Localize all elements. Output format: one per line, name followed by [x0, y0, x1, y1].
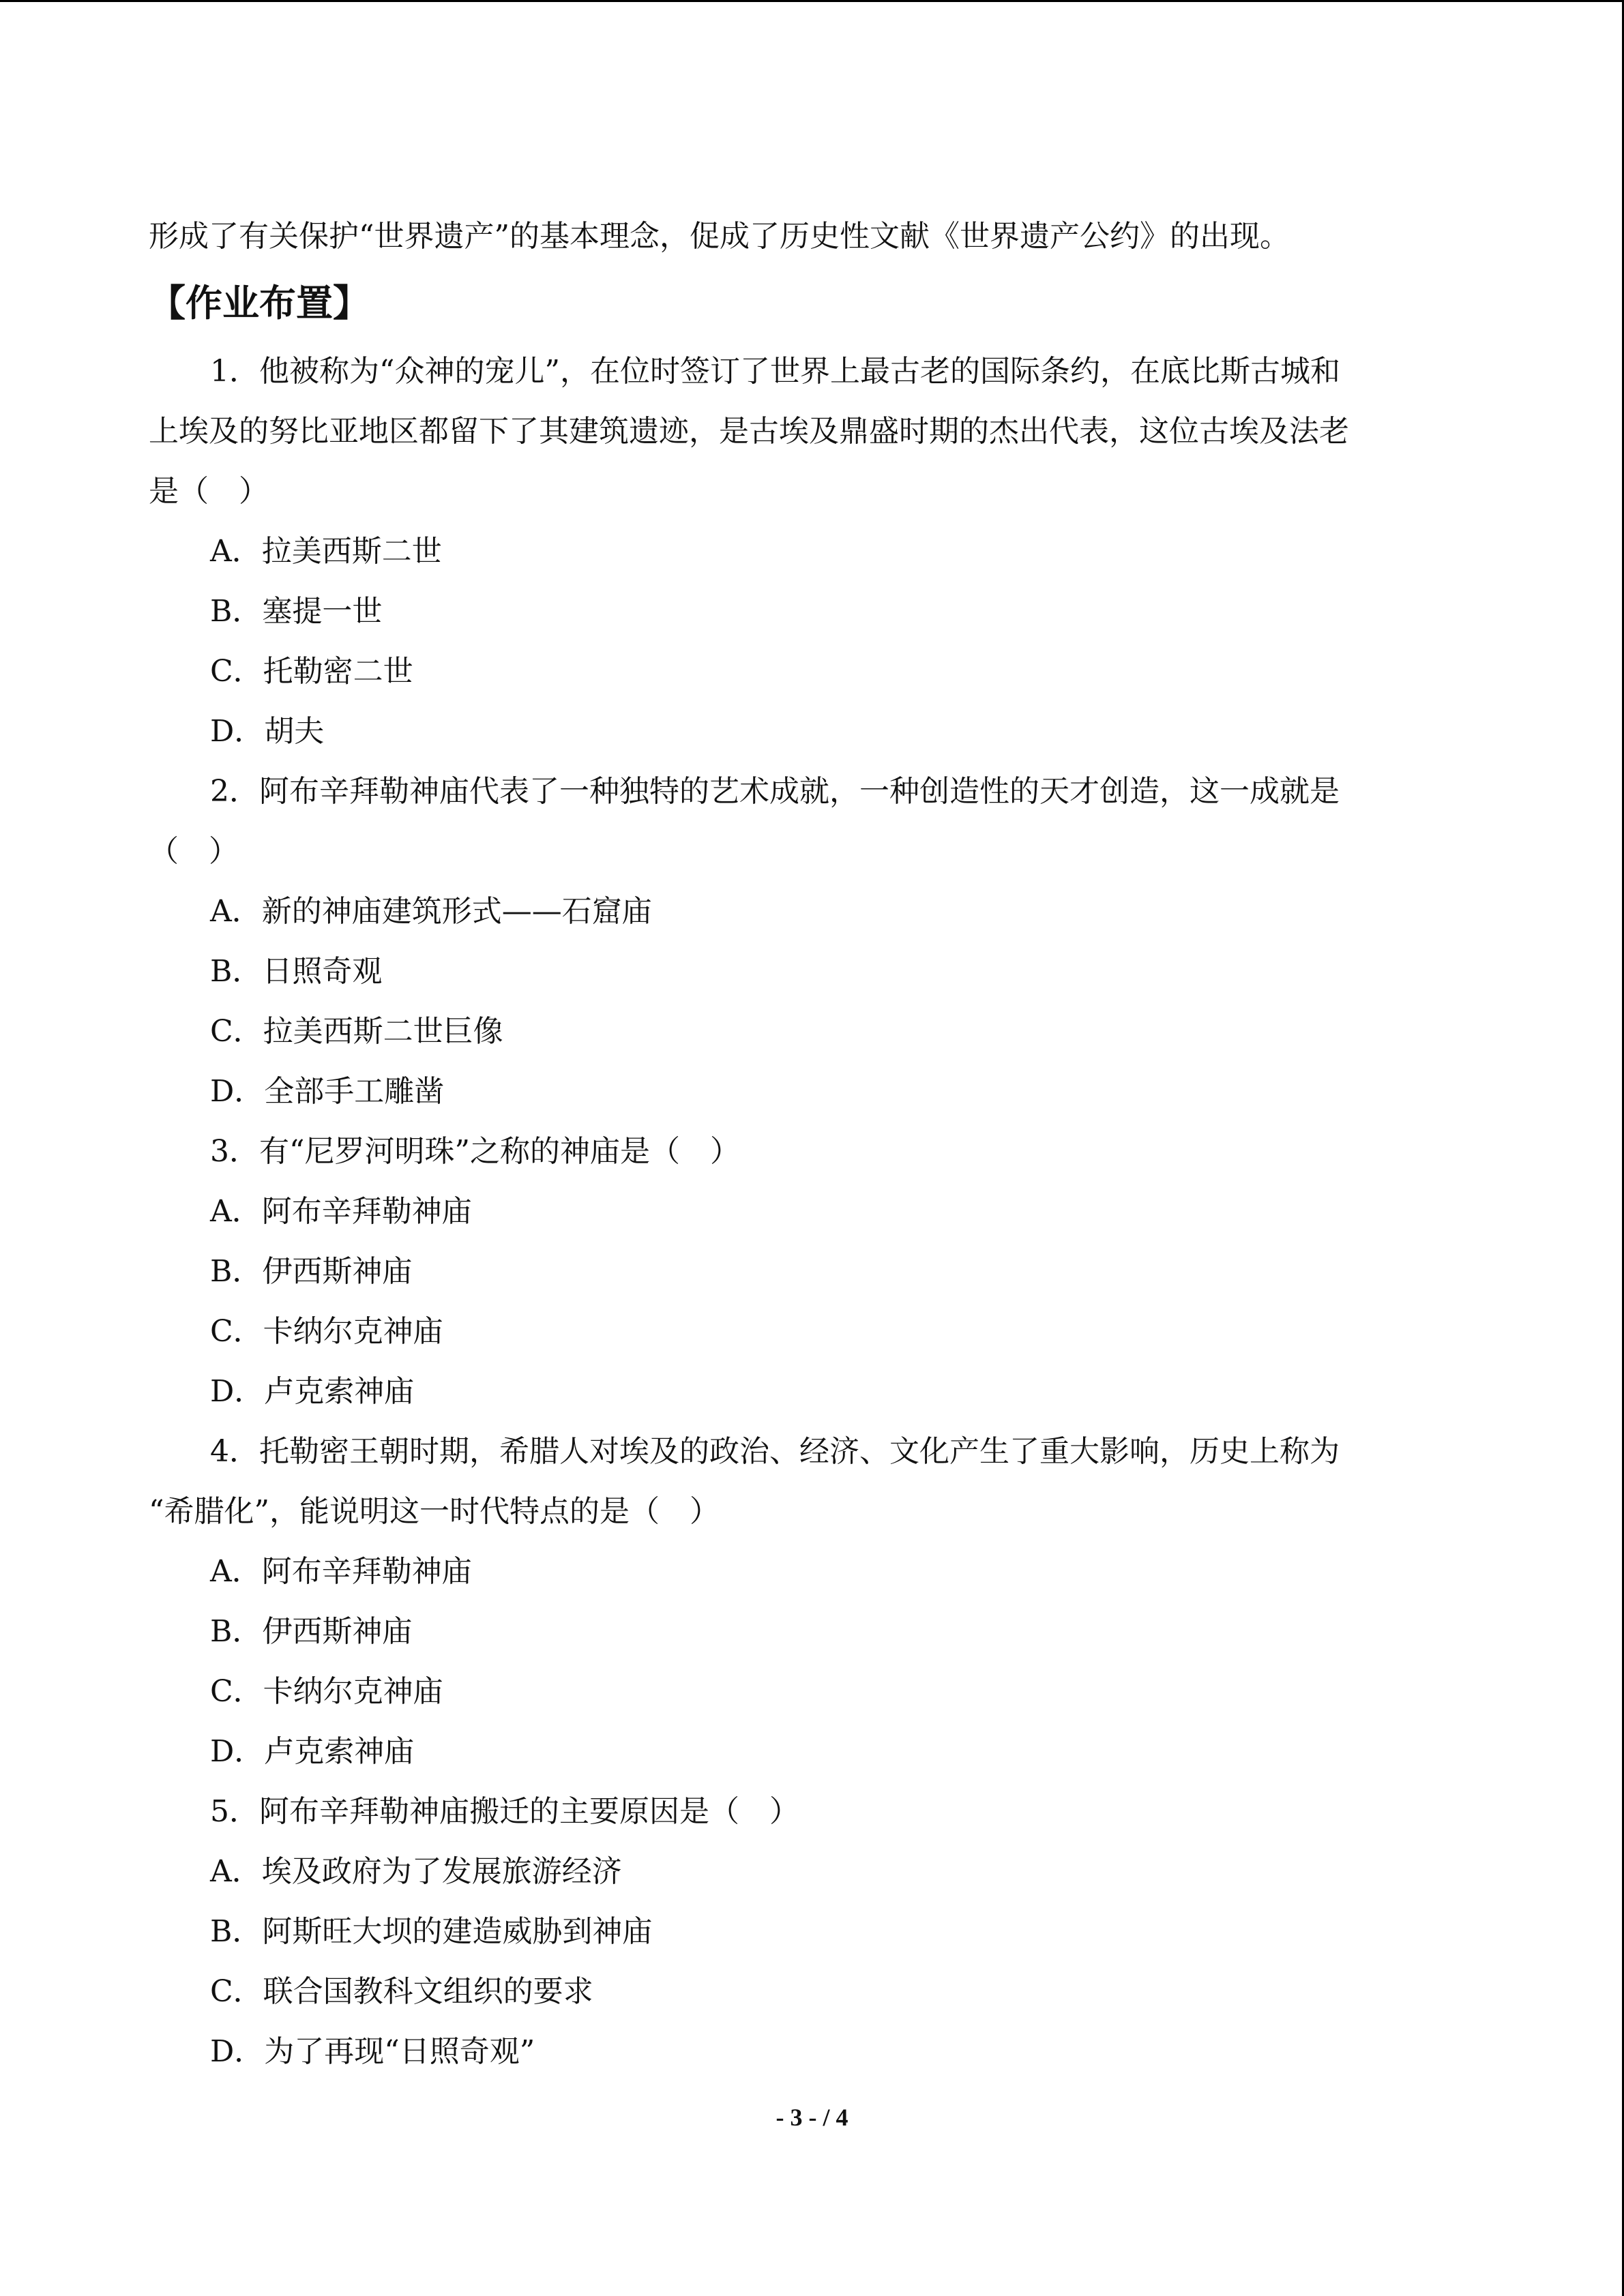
question-4 [149, 1422, 1458, 1782]
option-b: B．伊西斯神庙 [210, 1614, 413, 1649]
option-b: B．阿斯旺大坝的建造威胁到神庙 [210, 1914, 653, 1949]
option-a: A．拉美西斯二世 [210, 534, 442, 569]
option-d: D．全部手工雕凿 [210, 1074, 445, 1109]
option-b: B．塞提一世 [210, 594, 383, 629]
option-c: C．卡纳尔克神庙 [210, 1674, 443, 1709]
intro-paragraph: 形成了有关保护“世界遗产”的基本理念，促成了历史性文献《世界遗产公约》的出现。 [149, 219, 1290, 254]
option-d: D．为了再现“日照奇观” [210, 2034, 535, 2069]
question-stem-continued: （ ） [149, 834, 239, 869]
option-a: A．阿布辛拜勒神庙 [210, 1554, 472, 1589]
option-a: A．阿布辛拜勒神庙 [210, 1194, 472, 1229]
question-stem-continued: “希腊化”，能说明这一时代特点的是（ ） [149, 1494, 720, 1529]
option-d: D．卢克索神庙 [210, 1734, 415, 1769]
question-stem: 4．托勒密王朝时期，希腊人对埃及的政治、经济、文化产生了重大影响，历史上称为 [210, 1434, 1340, 1469]
section-title: 【作业布置】 [149, 282, 370, 325]
question-stem: 3．有“尼罗河明珠”之称的神庙是（ ） [210, 1134, 740, 1169]
option-c: C．卡纳尔克神庙 [210, 1314, 443, 1349]
option-c: C．拉美西斯二世巨像 [210, 1014, 503, 1049]
option-c: C．托勒密二世 [210, 654, 413, 689]
question-stem: 1．他被称为“众神的宠儿”，在位时签订了世界上最古老的国际条约，在底比斯古城和 [210, 354, 1340, 389]
option-d: D．胡夫 [210, 714, 325, 749]
page-number-footer: - 3 - / 4 [776, 2104, 848, 2131]
question-1 [149, 342, 1458, 762]
question-5 [149, 1782, 1458, 2082]
option-b: B．日照奇观 [210, 954, 383, 989]
question-3 [149, 1122, 1458, 1422]
question-stem-continued: 上埃及的努比亚地区都留下了其建筑遗迹，是古埃及鼎盛时期的杰出代表，这位古埃及法老 [149, 414, 1349, 449]
option-d: D．卢克索神庙 [210, 1374, 415, 1409]
option-a: A．新的神庙建筑形式——石窟庙 [210, 894, 652, 929]
page-content [149, 207, 1458, 2082]
option-a: A．埃及政府为了发展旅游经济 [210, 1854, 622, 1889]
question-2 [149, 762, 1458, 1122]
question-stem: 5．阿布辛拜勒神庙搬迁的主要原因是（ ） [210, 1794, 799, 1829]
option-b: B．伊西斯神庙 [210, 1254, 413, 1289]
option-c: C．联合国教科文组织的要求 [210, 1974, 593, 2009]
question-stem-continued: 是（ ） [149, 474, 269, 509]
question-stem: 2．阿布辛拜勒神庙代表了一种独特的艺术成就，一种创造性的天才创造，这一成就是 [210, 774, 1340, 809]
